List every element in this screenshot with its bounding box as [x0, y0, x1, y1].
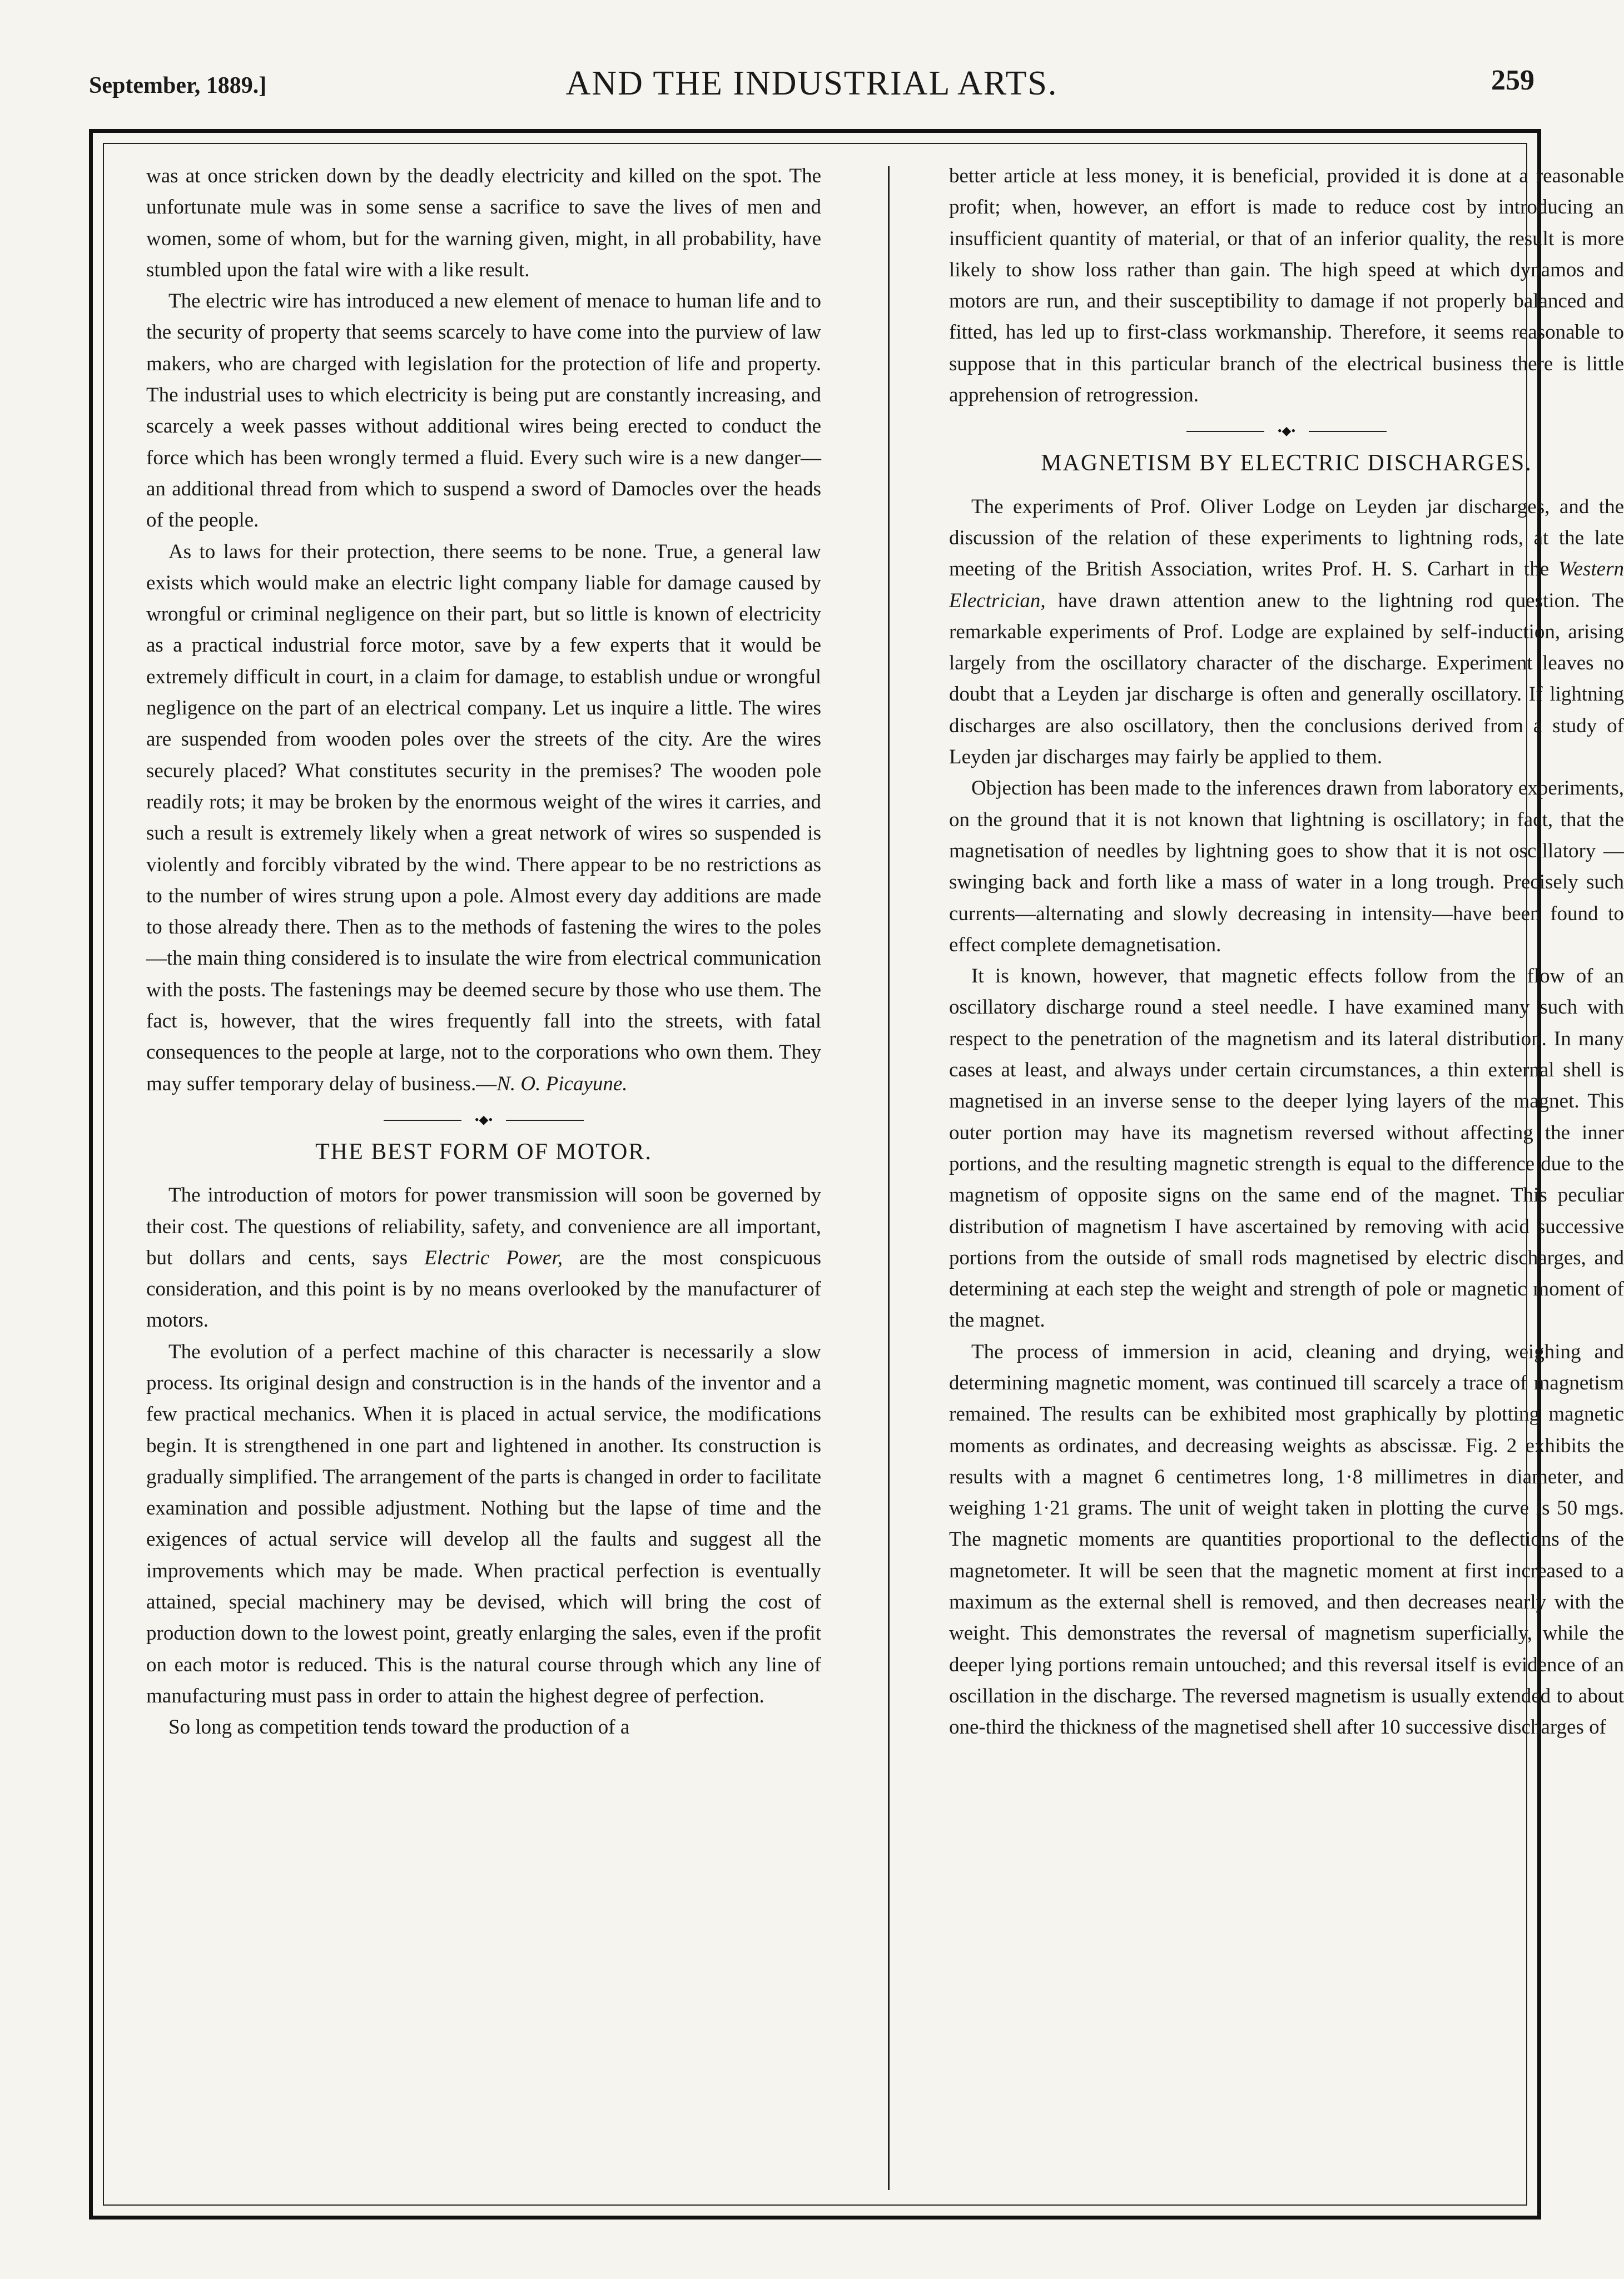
motor-paragraph-2: The evolution of a perfect machine of this character is necessarily a slow process. Its original design and construction is in the hands of the inventor and a few practical mechanics. When it is placed in actual service, the modifications begin. It is strengthened in one part and lightened in another. Its construction is gradually simplified. The arrangement of the parts is changed in order to facilitate examination and possible adjustment. Nothing but the lapse of time and the exigences of actual service will develop all the faults and suggest all the improvements which may be made. When practical perfection is eventually attained, special machinery may be devised, which will bring the cost of production down to the lowest point, greatly enlarging the sales, even if the profit on each motor is reduced. This is the natural course through which any line of manufacturing must pass in order to attain the highest degree of perfection.: [146, 1340, 821, 1707]
intro-paragraph-2: The electric wire has introduced a new element of menace to human life and to the security of property that seems scarcely to have come into the purview of law makers, who are charged with legislation for the protection of life and property. The industrial uses to which electricity is being put are constantly increasing, and scarcely a week passes without additional wires being erected to conduct the force which has been wrongly termed a fluid. Every such wire is a new danger—an additional thread from which to suspend a sword of Damocles over the heads of the people.: [146, 290, 821, 532]
mag-text-a: The experiments of Prof. Oliver Lodge on Leyden jar discharges, and the discussion of the relation of these experiments to lightning rods, at the late meeting of the British Association, writes Prof. H. S. Carhart in the: [949, 495, 1624, 581]
page-frame: [89, 129, 1624, 2220]
motor-heading: THE BEST FORM OF MOTOR.: [315, 1139, 652, 1165]
magnetism-heading: MAGNETISM BY ELECTRIC DISCHARGES.: [1041, 450, 1532, 476]
motor-source: Electric Power,: [424, 1246, 563, 1269]
page-number: 259: [1491, 64, 1534, 96]
laws-paragraph: [146, 537, 821, 1100]
magnetism-paragraph-3: It is known, however, that magnetic effects follow from the flow of an oscillatory discharge round a steel needle. I have examined many such with respect to the penetration of the magnetism and its lateral distribution. In many cases at least, and always under certain circumstances, a thin external shell is magnetised in an inverse sense to the deeper lying layers of the magnet. This outer portion may have its magnetism reversed without affecting the inner portions, and the resulting magnetic strength is equal to the difference due to the magnetism of opposite signs on the same end of the magnet. This peculiar distribution of magnetism I have ascertained by removing with acid successive portions from the outside of small rods magnetised by electric discharges, and determining at each step the weight and strength of pole or magnetic moment of the magnet.: [949, 965, 1624, 1332]
issue-date: September, 1889.]: [89, 73, 267, 98]
ornament-glyph: •◆•: [461, 1115, 506, 1125]
page-header: [89, 61, 1534, 111]
laws-text: As to laws for their protection, there seems to be none. True, a general law exists which would make an electric light company liable for damage caused by wrongful or criminal negligence on their part, but so little is known of electricity as a practical industrial force motor, save by a few experts that it would be extremely difficult in court, in a claim for damage, to establish undue or wrongful negligence on the part of an electrical company. Let us inquire a little. The wires are suspended from wooden poles over the streets of the city. Are the wires securely placed? What constitutes security in the premises? The wooden pole readily rots; it may be broken by the enormous weight of the wires it carries, and such a result is extremely likely when a great network of wires so suspended is violently and forcibly vibrated by the wind. There appear to be no restrictions as to the number of wires strung upon a pole. Almost every day additions are made to those already there. Then as to the methods of fastening the wires to the poles—the main thing considered is to insulate the wire from electrical communication with the posts. The fastenings may be deemed secure by those who use them. The fact is, however, that the wires frequently fall into the streets, with fatal consequences to the people at large, not to the corporations who own them. They may suffer temporary delay of business.—: [146, 540, 821, 1095]
motor-text-b: are the most conspicuous consideration, and this point is by no means overlooked by the manufacturer of motors.: [146, 1246, 821, 1332]
section-divider-2: [1186, 424, 1387, 438]
laws-source: N. O. Picayune.: [496, 1072, 628, 1095]
running-title: AND THE INDUSTRIAL ARTS.: [565, 64, 1058, 102]
motor-paragraph-1: [146, 1180, 821, 1336]
magnetism-paragraph-4: The process of immersion in acid, cleaning and drying, weighing and determining magnetic moment, was continued till scarcely a trace of magnetism remained. The results can be exhibited most graphically by plotting magnetic moments as ordinates, and decreasing weights as abscissæ. Fig. 2 exhibits the results with a magnet 6 centimetres long, 1·8 millimetres in diameter, and weighing 1·21 grams. The unit of weight taken in plotting the curve is 50 mgs. The magnetic moments are quantities proportional to the deflections of the magnetometer. It will be seen that the magnetic moment at first increased to a maximum as the external shell is removed, and then decreases nearly with the weight. This demonstrates the reversal of magnetism superficially, while the deeper lying portions remain untouched; and this reversal itself is evidence of an oscillation in the discharge. The reversed magnetism is usually extended to about one-third the thickness of the magnetised shell after 10 successive discharges of: [949, 1340, 1624, 1739]
magnetism-paragraph-1: [949, 491, 1624, 773]
intro-paragraph-1: was at once stricken down by the deadly electricity and killed on the spot. The unfortunate mule was in some sense a sacrifice to save the lives of men and women, some of whom, but for the warning given, might, in all probability, have stumbled upon the fatal wire with a like result.: [146, 165, 821, 281]
motor-paragraph-3: So long as competition tends toward the production of a: [168, 1716, 630, 1739]
motor-continued: better article at less money, it is beneficial, provided it is done at a reasonable profit; when, however, an effort is made to reduce cost by introducing an insufficient quantity of material, or that of an inferior quality, the result is more likely to show loss rather than gain. The high speed at which dynamos and motors are run, and their susceptibility to damage if not properly balanced and fitted, has led up to first-class workmanship. Therefore, it seems reasonable to suppose that in this particular branch of the electrical business there is little apprehension of retrogression.: [949, 165, 1624, 407]
mag-text-b: have drawn attention anew to the lightning rod question. The remarkable experiments of Prof. Lodge are explained by self-induction, arising largely from the oscillatory character of the discharge. Experiment leaves no doubt that a Leyden jar discharge is often and generally oscillatory. If lightning discharges are also oscillatory, then the conclusions derived from a study of Leyden jar discharges may fairly be applied to them.: [949, 589, 1624, 769]
left-column: [146, 161, 821, 2196]
section-divider-1: [384, 1112, 584, 1126]
ornament-glyph: •◆•: [1264, 426, 1309, 436]
motor-text-a: The introduction of motors for power transmission will soon be governed by their cost. The questions of reliability, safety, and convenience are all important, but dollars and cents, says: [146, 1184, 821, 1269]
mag-source: Western Electrician,: [949, 558, 1624, 612]
column-divider: [888, 166, 890, 2190]
magnetism-paragraph-2: Objection has been made to the inferences drawn from laboratory experiments, on the ground that it is not known that lightning is oscillatory; in fact, that the magnetisation of needles by lightning goes to show that it is not oscillatory —swinging back and forth like a mass of water in a long trough. Precisely such currents—alternating and slowly decreasing in intensity—have been found to effect complete demagnetisation.: [949, 777, 1624, 956]
right-column: [949, 161, 1624, 2196]
